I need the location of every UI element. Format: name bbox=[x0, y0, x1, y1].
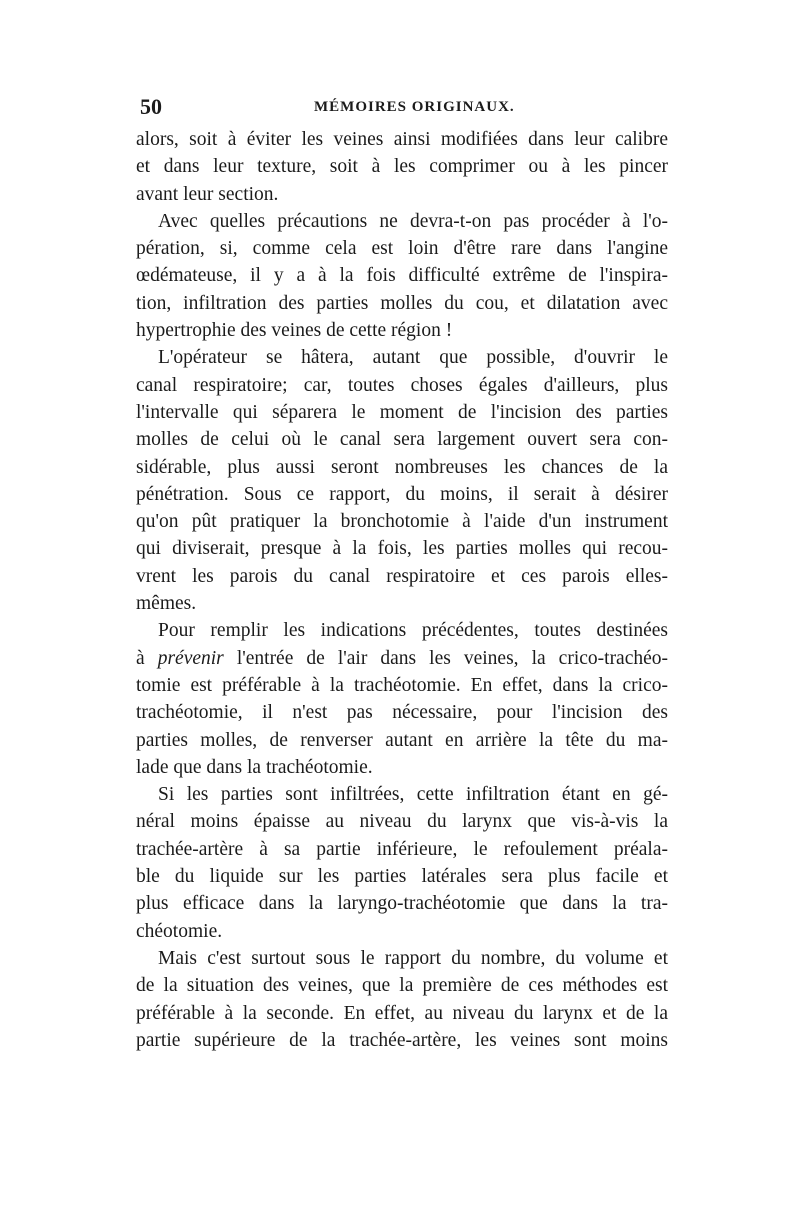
text-line: trachée-artère à sa partie inférieure, le refoulement préala- bbox=[136, 838, 668, 860]
text-line: qu'on pût pratiquer la bronchotomie à l'aide d'un instrument bbox=[136, 511, 668, 533]
text-line: hypertrophie des veines de cette région ! bbox=[136, 320, 453, 342]
text-line: préférable à la seconde. En effet, au niveau du larynx et de la bbox=[136, 1002, 668, 1024]
paragraph-start-line: Avec quelles précautions ne devra-t-on pas procéder à l'o- bbox=[158, 210, 668, 232]
text-line-rest: l'entrée de l'air dans les veines, la crico-trachéo- bbox=[236, 647, 669, 669]
paragraph-start-line: L'opérateur se hâtera, autant que possible, d'ouvrir le bbox=[158, 347, 668, 369]
text-line: partie supérieure de la trachée-artère, les veines sont moins bbox=[136, 1029, 668, 1051]
text-line: de la situation des veines, que la première de ces méthodes est bbox=[136, 975, 668, 997]
text-line: molles de celui où le canal sera largement ouvert sera con- bbox=[136, 429, 668, 451]
text-line: néral moins épaisse au niveau du larynx que vis-à-vis la bbox=[136, 811, 668, 833]
text-line: tomie est préférable à la trachéotomie. En effet, dans la crico- bbox=[136, 674, 668, 696]
italic-suffix bbox=[224, 648, 237, 669]
text-line: plus efficace dans la laryngo-trachéotomie que dans la tra- bbox=[136, 893, 668, 915]
text-line: et dans leur texture, soit à les comprimer ou à les pincer bbox=[136, 156, 668, 178]
text-line: pération, si, comme cela est loin d'être rare dans l'angine bbox=[136, 238, 668, 260]
text-line: alors, soit à éviter les veines ainsi modifiées dans leur calibre bbox=[136, 129, 668, 150]
text-line: l'intervalle qui séparera le moment de l'incision des parties bbox=[136, 401, 668, 423]
body-text bbox=[136, 126, 668, 1054]
running-title: MÉMOIRES ORIGINAUX. bbox=[314, 99, 515, 115]
paragraph-start-line: Pour remplir les indications précédentes, toutes destinées bbox=[158, 620, 668, 642]
text-line: canal respiratoire; car, toutes choses égales d'ailleurs, plus bbox=[136, 374, 668, 396]
text-line: tion, infiltration des parties molles du cou, et dilatation avec bbox=[136, 292, 668, 314]
text-line: ble du liquide sur les parties latérales sera plus facile et bbox=[136, 866, 668, 888]
paragraph-start-line: Mais c'est surtout sous le rapport du nombre, du volume et bbox=[158, 947, 668, 969]
text-line: vrent les parois du canal respiratoire et ces parois elles- bbox=[136, 565, 668, 587]
text-line: pénétration. Sous ce rapport, du moins, il serait à désirer bbox=[136, 483, 668, 505]
page-number: 50 bbox=[140, 94, 162, 119]
italic-emphasis: prévenir bbox=[157, 647, 224, 669]
text-line: œdémateuse, il y a à la fois difficulté extrême de l'inspira- bbox=[136, 265, 668, 287]
paragraph-start-line: Si les parties sont infiltrées, cette infiltration étant en gé- bbox=[158, 784, 668, 806]
text-line-with-italic bbox=[136, 645, 668, 672]
page-header bbox=[140, 92, 667, 122]
text-line: sidérable, plus aussi seront nombreuses les chances de la bbox=[136, 456, 668, 478]
text-line: avant leur section. bbox=[136, 183, 279, 205]
text-line: lade que dans la trachéotomie. bbox=[136, 756, 373, 778]
text-line: qui diviserait, presque à la fois, les parties molles qui recou- bbox=[136, 538, 668, 560]
text-line: trachéotomie, il n'est pas nécessaire, pour l'incision des bbox=[136, 702, 668, 724]
text-line: chéotomie. bbox=[136, 920, 223, 942]
text-line: mêmes. bbox=[136, 593, 197, 615]
text-line: parties molles, de renverser autant en arrière la tête du ma- bbox=[136, 729, 668, 751]
italic-prefix: à bbox=[136, 647, 158, 669]
